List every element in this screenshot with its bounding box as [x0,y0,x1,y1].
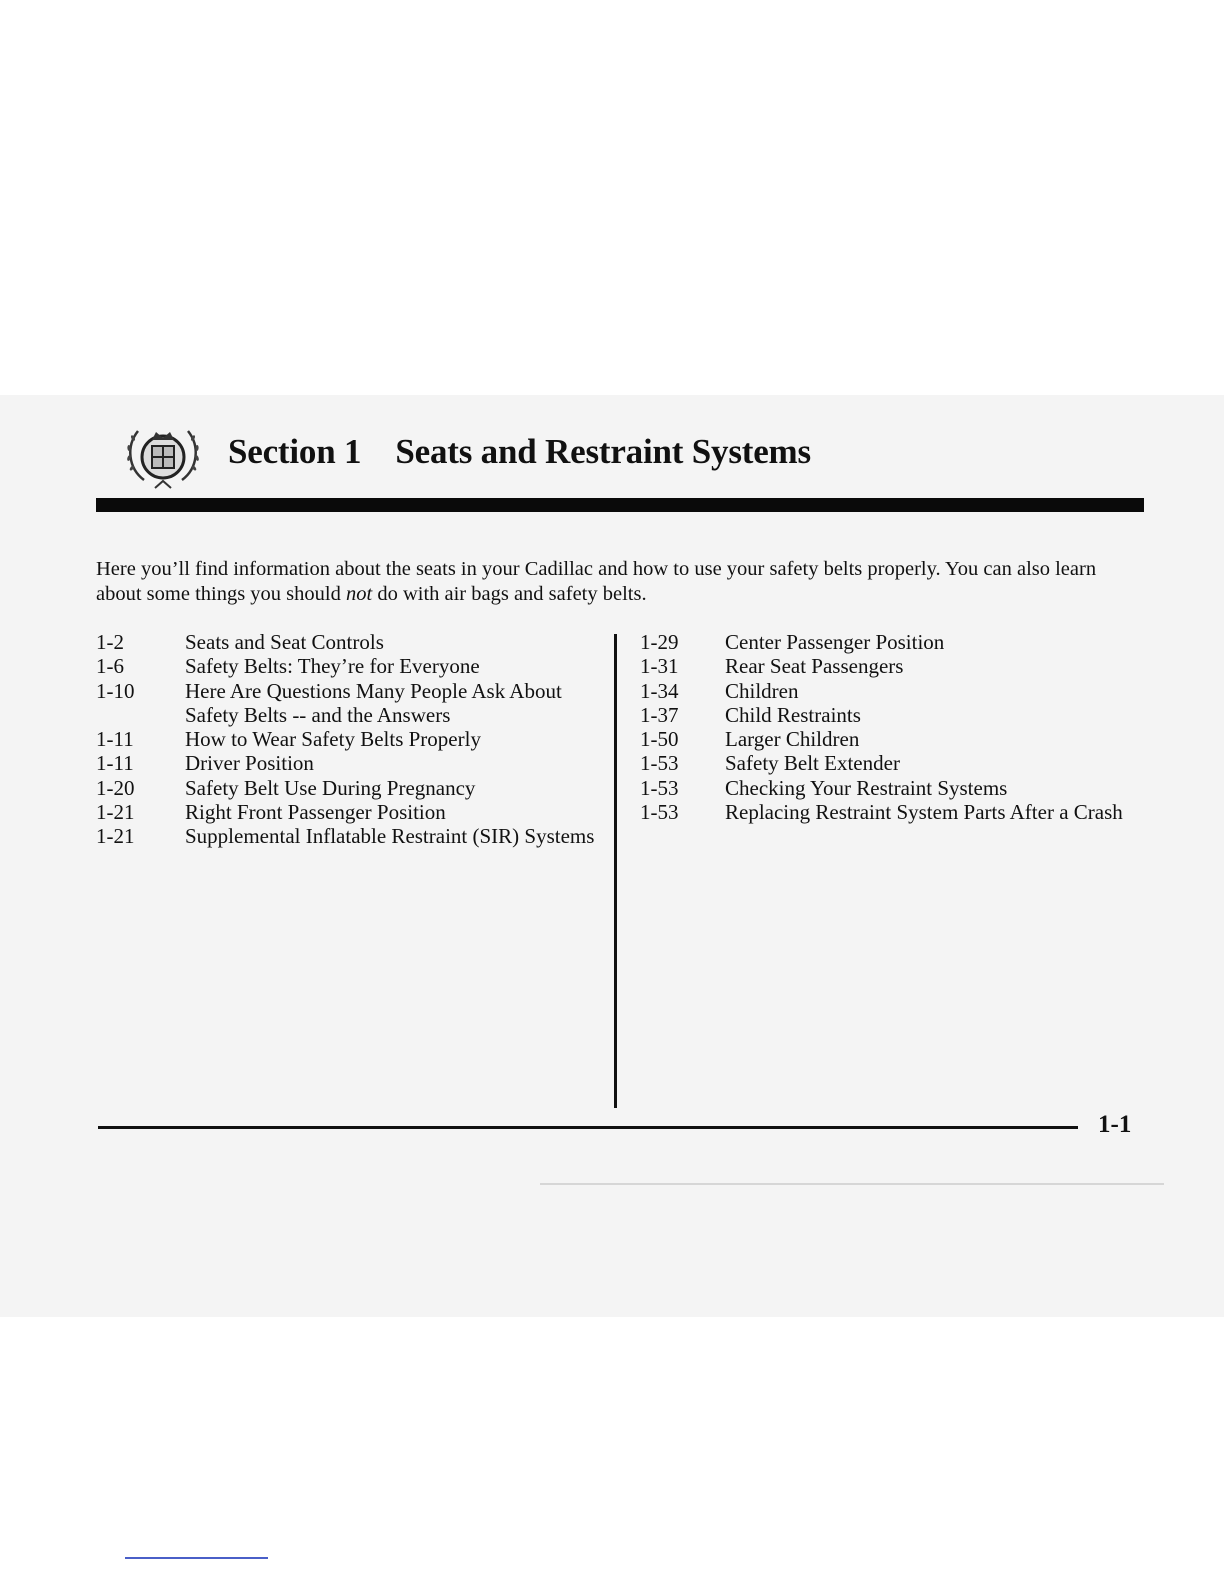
toc-entry-title: Right Front Passenger Position [185,800,446,825]
intro-text-start: Here you’ll find information about the seats in your Cadillac and how to use your safety belts properly. You can also learn about some things you should [96,558,1097,605]
toc-page-number: 1-37 [640,702,679,727]
toc-entry[interactable] [96,824,606,848]
toc-entry-title: Here Are Questions Many People Ask About Safety Belts -- and the Answers [185,678,562,727]
toc-page-number: 1-31 [640,654,679,679]
toc-page-number: 1-21 [96,800,135,825]
toc-entry-title: Child Restraints [725,702,861,727]
toc-entry[interactable] [640,679,1160,703]
toc-entry[interactable] [640,703,1160,727]
toc-entry-title: Supplemental Inflatable Restraint (SIR) Systems [185,824,595,849]
toc-entry[interactable] [96,776,606,800]
toc-page-number: 1-29 [640,630,679,654]
toc-page-number: 1-53 [640,775,679,800]
section-title: Seats and Restraint Systems [395,432,811,471]
cadillac-crest-icon [122,418,204,492]
toc-entry-title: Larger Children [725,727,860,752]
toc-page-number: 1-34 [640,678,679,703]
toc-page-number: 1-53 [640,751,679,776]
toc-entry[interactable] [640,727,1160,751]
toc-page-number: 1-10 [96,678,135,703]
toc-entry-title: Checking Your Restraint Systems [725,775,1008,800]
blue-underline-mark [125,1557,268,1559]
toc-entry[interactable] [640,751,1160,775]
toc-page-number: 1-2 [96,630,124,654]
toc-entry-title: Safety Belt Use During Pregnancy [185,775,476,800]
faint-scan-line [540,1183,1164,1185]
toc-entry-title: Replacing Restraint System Parts After a Crash [725,800,1123,825]
toc-entry[interactable] [96,654,606,678]
manual-page [0,395,1224,1317]
toc-entry-title: Safety Belts: They’re for Everyone [185,654,480,679]
toc-entry-title: Driver Position [185,751,314,776]
toc-left-column [96,630,606,849]
toc-entry[interactable] [640,776,1160,800]
toc-entry[interactable] [96,800,606,824]
section-label: Section 1 [228,432,362,471]
toc-page-number: 1-11 [96,751,134,776]
section-heading [228,432,811,472]
toc-entry[interactable] [640,630,1160,654]
toc-page-number: 1-6 [96,654,124,679]
toc-entry[interactable] [96,727,606,751]
toc-entry-title: Rear Seat Passengers [725,654,904,679]
toc-entry-title: Seats and Seat Controls [185,630,384,654]
toc-entry[interactable] [640,800,1160,824]
toc-entry-title: How to Wear Safety Belts Properly [185,727,481,752]
toc-page-number: 1-21 [96,824,135,849]
toc-entry[interactable] [640,654,1160,678]
heading-rule [96,498,1144,512]
toc-page-number: 1-20 [96,775,135,800]
page-number: 1-1 [1098,1111,1132,1138]
intro-text-end: do with air bags and safety belts. [372,583,647,605]
toc-page-number: 1-11 [96,727,134,752]
toc-entry[interactable] [96,630,606,654]
toc-page-number: 1-50 [640,727,679,752]
intro-emphasis: not [345,583,373,605]
toc-entry[interactable] [96,751,606,775]
toc-entry[interactable] [96,679,606,728]
intro-paragraph [96,557,1146,607]
column-divider [614,634,617,1108]
toc-entry-title: Children [725,678,799,703]
toc-entry-title: Safety Belt Extender [725,751,900,776]
footer-rule [98,1126,1078,1129]
toc-right-column [640,630,1160,824]
toc-entry-title: Center Passenger Position [725,630,945,654]
toc-page-number: 1-53 [640,800,679,825]
